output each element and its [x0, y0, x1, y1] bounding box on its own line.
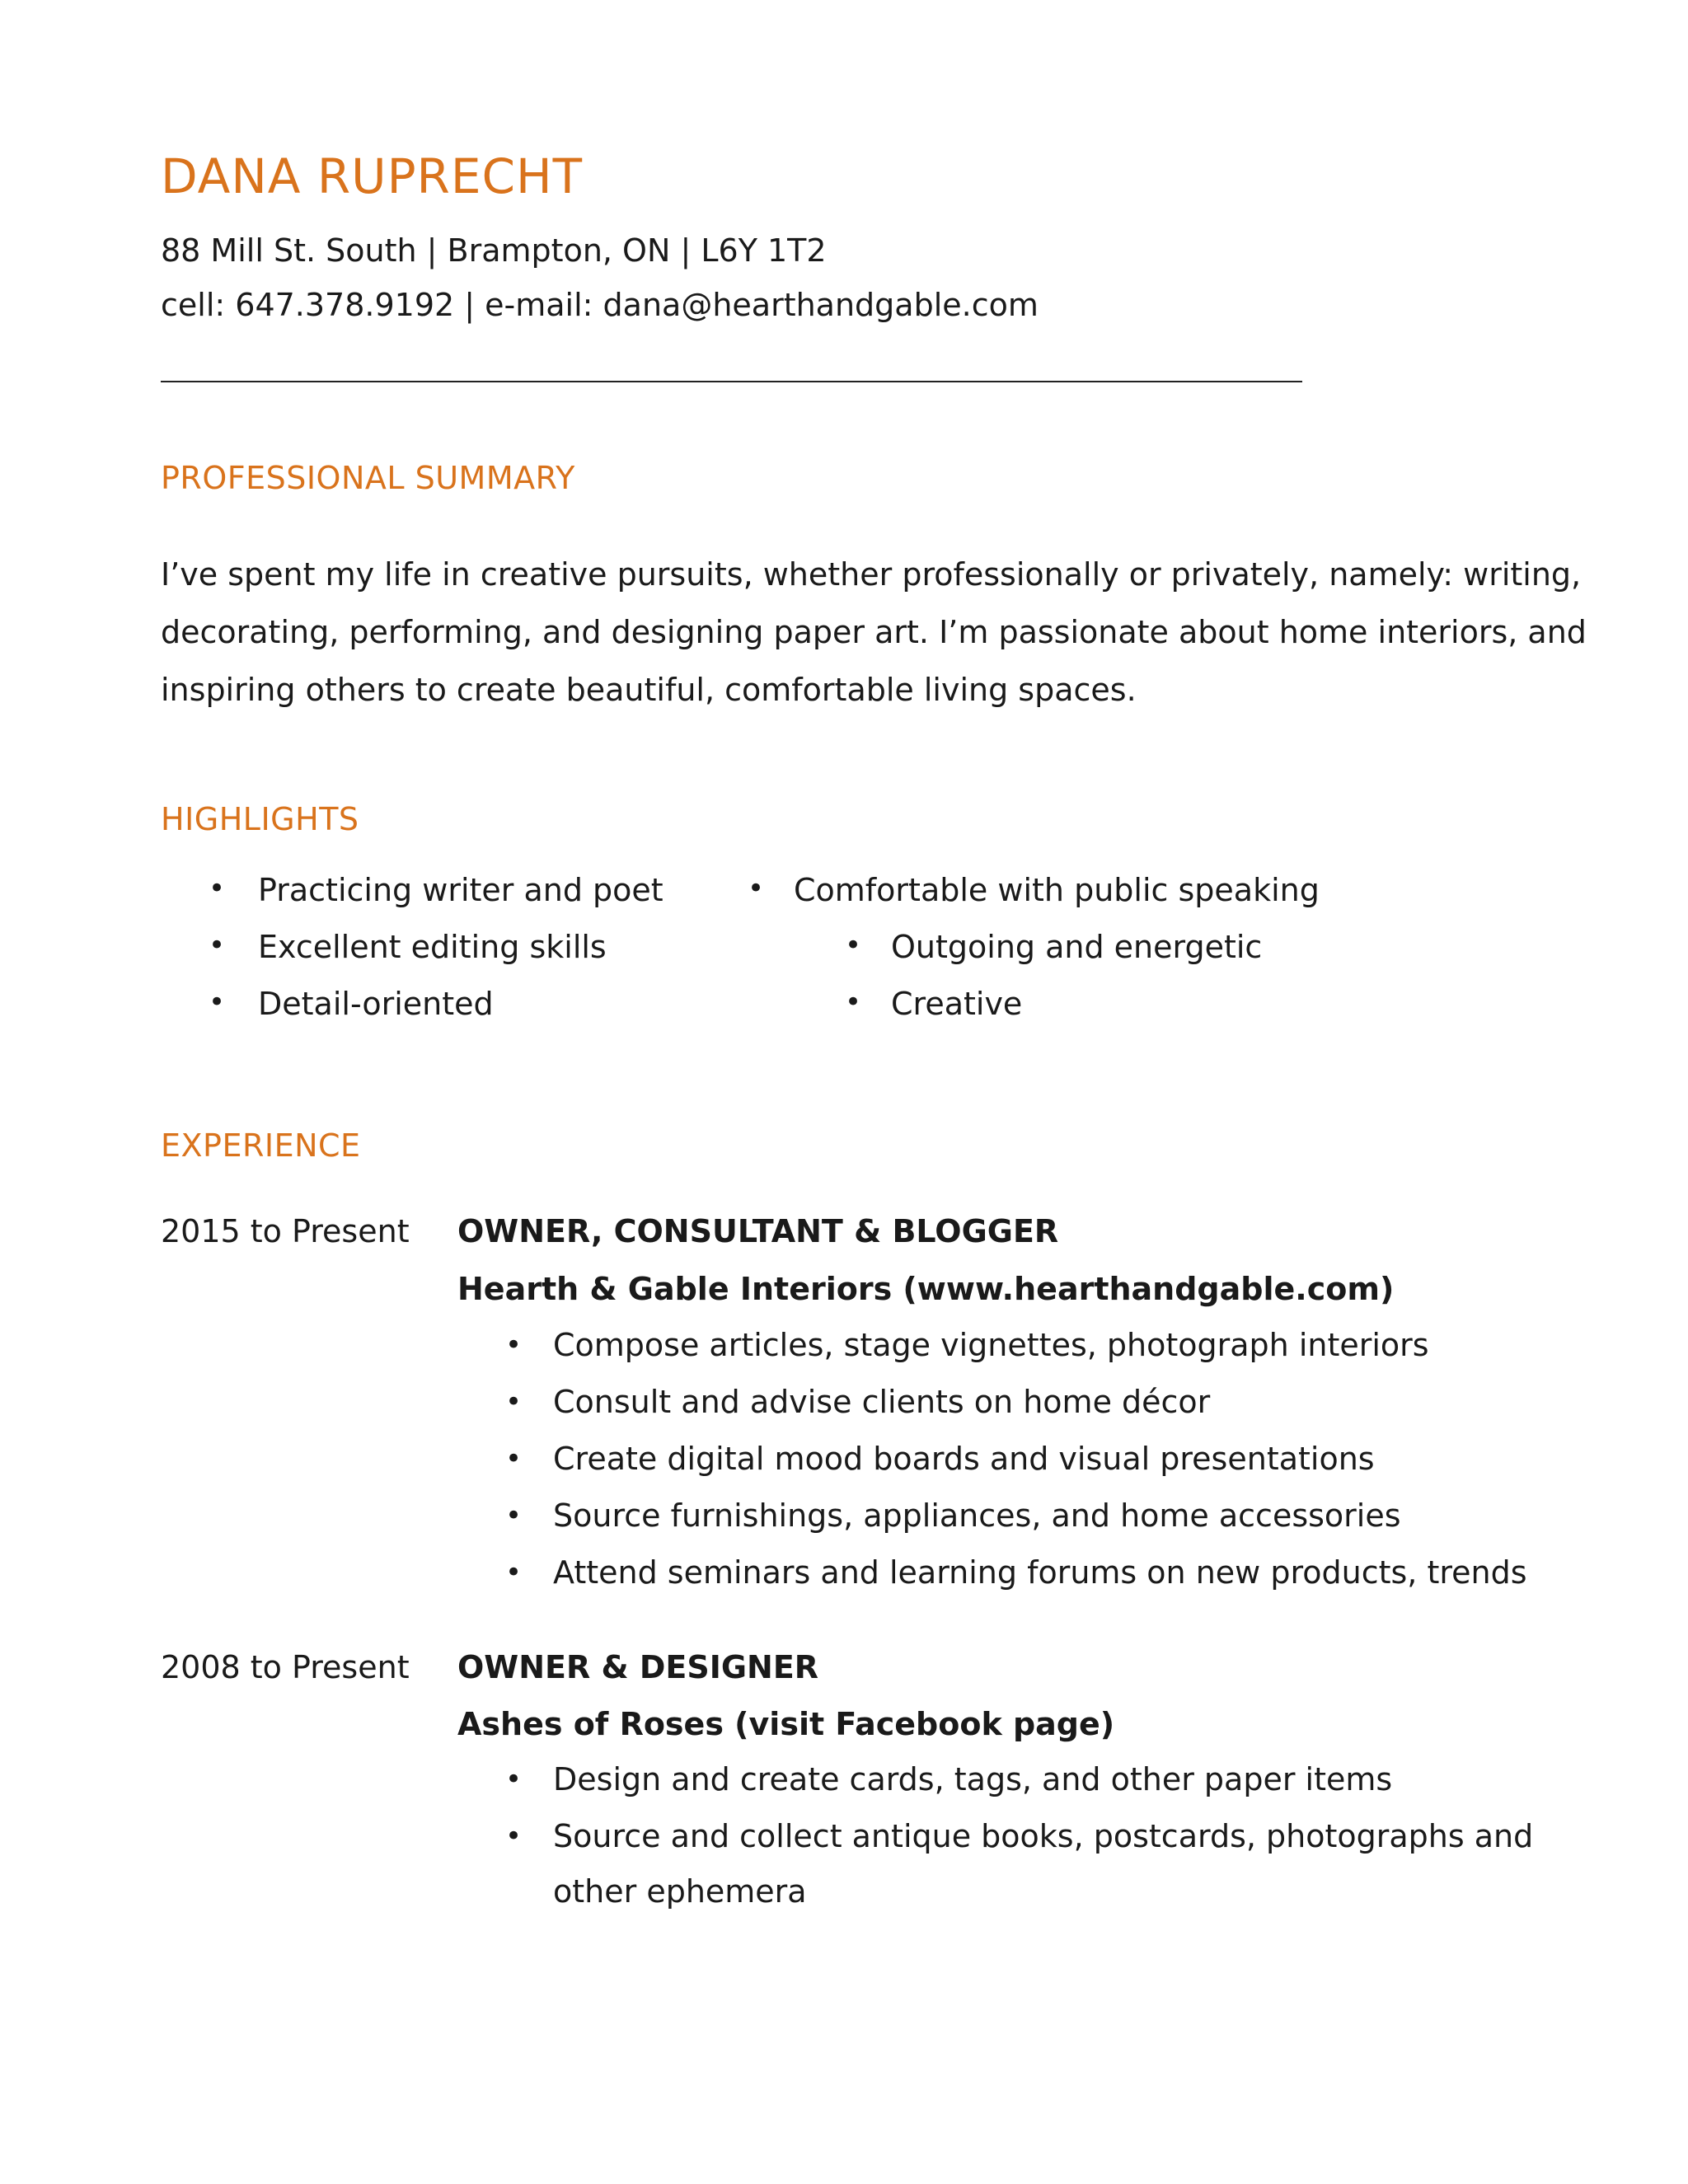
job-role: OWNER & DESIGNER	[457, 1649, 819, 1685]
bullet-icon: •	[505, 1763, 523, 1796]
job-company: Ashes of Roses (visit Facebook page)	[457, 1706, 1115, 1742]
header-divider	[161, 381, 1302, 382]
bullet-icon: •	[505, 1820, 523, 1853]
job-dates: 2008 to Present	[161, 1649, 410, 1685]
highlight-text: Excellent editing skills	[258, 929, 607, 965]
bullet-icon: •	[505, 1556, 523, 1589]
bullet-icon: •	[505, 1329, 523, 1361]
summary-line: I’ve spent my life in creative pursuits, whether professionally or privately, namely: writing,	[161, 556, 1582, 593]
bullet-icon: •	[505, 1385, 523, 1418]
summary-paragraph	[161, 546, 1587, 719]
job-role: OWNER, CONSULTANT & BLOGGER	[457, 1213, 1059, 1249]
summary-line: inspiring others to create beautiful, comfortable living spaces.	[161, 672, 1137, 708]
candidate-name: DANA RUPRECHT	[161, 148, 584, 204]
bullet-icon: •	[209, 872, 226, 905]
job-bullet-text: Attend seminars and learning forums on new products, trends	[553, 1554, 1527, 1591]
bullet-icon: •	[748, 872, 765, 905]
bullet-icon: •	[845, 986, 862, 1019]
bullet-icon: •	[845, 929, 862, 962]
address-line: 88 Mill St. South | Brampton, ON | L6Y 1T2	[161, 232, 827, 269]
bullet-icon: •	[505, 1442, 523, 1475]
job-bullet-text: Create digital mood boards and visual presentations	[553, 1441, 1375, 1477]
bullet-icon: •	[505, 1499, 523, 1532]
job-dates: 2015 to Present	[161, 1213, 410, 1249]
job-bullet-text: Source and collect antique books, postcards, photographs and	[553, 1818, 1534, 1854]
job-bullet-text: Compose articles, stage vignettes, photograph interiors	[553, 1327, 1429, 1363]
bullet-icon: •	[209, 986, 226, 1019]
job-bullet-text: Source furnishings, appliances, and home accessories	[553, 1497, 1401, 1534]
summary-line: decorating, performing, and designing paper art. I’m passionate about home interiors, and	[161, 614, 1587, 650]
experience-heading: EXPERIENCE	[161, 1127, 361, 1164]
highlight-text: Outgoing and energetic	[891, 929, 1263, 965]
highlights-heading: HIGHLIGHTS	[161, 801, 359, 837]
job-bullet-text: Consult and advise clients on home décor	[553, 1384, 1211, 1420]
job-bullet-text: Design and create cards, tags, and other paper items	[553, 1761, 1393, 1797]
job-bullet-text: other ephemera	[553, 1873, 807, 1910]
highlight-text: Detail-oriented	[258, 986, 494, 1022]
contact-line: cell: 647.378.9192 | e-mail: dana@hearthandgable.com	[161, 287, 1039, 323]
highlight-text: Practicing writer and poet	[258, 872, 663, 908]
highlight-text: Comfortable with public speaking	[794, 872, 1320, 908]
job-company: Hearth & Gable Interiors (www.hearthandgable.com)	[457, 1271, 1395, 1307]
highlight-text: Creative	[891, 986, 1023, 1022]
bullet-icon: •	[209, 929, 226, 962]
summary-heading: PROFESSIONAL SUMMARY	[161, 460, 575, 496]
